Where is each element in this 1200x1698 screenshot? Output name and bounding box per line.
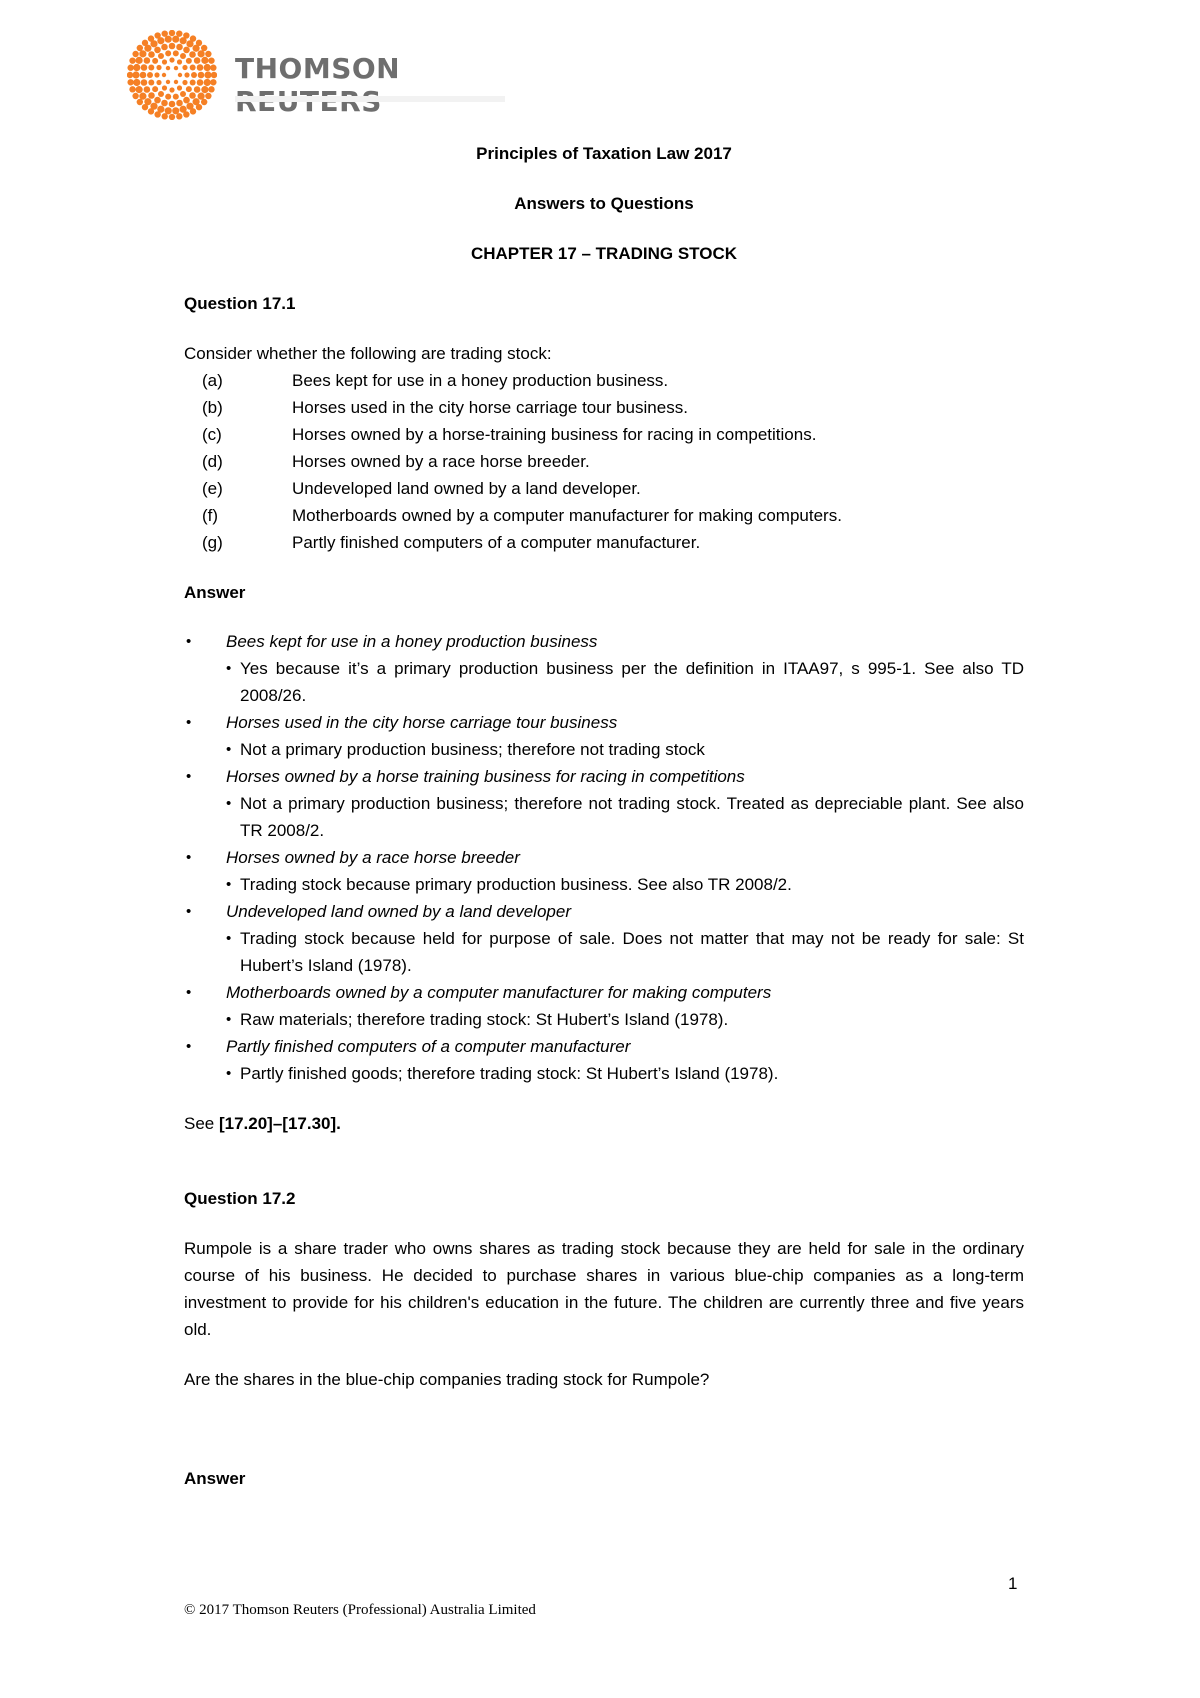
logo-dot [194, 57, 201, 64]
question-item [184, 502, 1024, 529]
answer-detail-list [184, 655, 1024, 709]
logo-dot [132, 71, 139, 78]
question-item [184, 448, 1024, 475]
question-item-text: Horses used in the city horse carriage tour business. [292, 398, 688, 417]
thomson-reuters-logo [127, 30, 507, 120]
logo-dot [140, 72, 147, 79]
logo-dot [152, 86, 158, 92]
logo-dot [129, 57, 135, 63]
answer-17-1-heading: Answer [184, 583, 246, 602]
logo-dot [154, 47, 161, 54]
question-17-2-question: Are the shares in the blue-chip companies trading stock for Rumpole? [184, 1370, 710, 1389]
logo-dot [169, 43, 176, 50]
question-item-text: Horses owned by a horse-training business for racing in competitions. [292, 425, 817, 444]
logo-dot [144, 86, 151, 93]
logo-dot [154, 32, 160, 38]
logo-dot [165, 94, 171, 100]
logo-dot [156, 80, 161, 85]
question-item-text: Horses owned by a race horse breeder. [292, 452, 590, 471]
logo-dot [169, 57, 174, 62]
logo-dot [210, 65, 216, 71]
logo-dot [176, 100, 183, 107]
question-17-2-body: Rumpole is a share trader who owns shares as trading stock because they are held for sale in the ordinary course of his business. He decided to purchase shares in various blue-chip companies as a long-term investment to provide for his children's education in the future. The children are currently three and five years old. [184, 1239, 1024, 1339]
answer-topic: • Motherboards owned by a computer manufacturer for making computers [226, 983, 772, 1002]
logo-dot [197, 79, 204, 86]
logo-dot [190, 108, 196, 114]
logo-dot [190, 80, 196, 86]
logo-dot [205, 51, 211, 57]
answer-topic: • Bees kept for use in a honey production business [226, 632, 598, 651]
answer-topic: • Undeveloped land owned by a land developer [226, 902, 571, 921]
question-17-1-intro: Consider whether the following are trading stock: [184, 344, 552, 363]
logo-dot [189, 92, 196, 99]
logo-dot [196, 40, 202, 46]
answer-item [184, 763, 1024, 844]
answer-detail-list [184, 736, 1024, 763]
logo-dot [186, 86, 192, 92]
logo-dot [166, 66, 170, 70]
logo-dot [165, 36, 172, 43]
question-item-text: Motherboards owned by a computer manufacturer for making computers. [292, 506, 842, 525]
answer-list [184, 628, 1024, 1087]
logo-dot [205, 93, 211, 99]
logo-dot [208, 86, 214, 92]
logo-dot [182, 80, 187, 85]
question-item-label: (f) [202, 506, 219, 525]
logo-dot [136, 57, 143, 64]
logo-dot [183, 32, 189, 38]
answer-detail-list [184, 925, 1024, 979]
see-ref: [17.20]–[17.30] [218, 1114, 337, 1133]
logo-dot [162, 85, 167, 90]
logo-tagline-bar [235, 96, 505, 102]
logo-dot [169, 114, 175, 120]
question-17-1-heading: Question 17.1 [184, 294, 296, 313]
answer-detail: • Raw materials; therefore trading stock: St Hubert’s Island (1978). [184, 1006, 1024, 1033]
question-item-label: (d) [202, 452, 223, 471]
logo-dot [184, 72, 189, 77]
logo-dot [162, 73, 166, 77]
logo-dot [133, 64, 140, 71]
logo-text: THOMSON [235, 52, 401, 85]
logo-dot [152, 58, 158, 64]
question-item-text: Bees kept for use in a honey production business. [292, 371, 669, 390]
logo-dot [176, 30, 182, 36]
main-content [184, 140, 1024, 1492]
answer-detail-list [184, 1060, 1024, 1087]
logo-dot [211, 72, 217, 78]
question-item-text: Partly finished computers of a computer manufacturer. [292, 533, 701, 552]
chapter-heading: CHAPTER 17 – TRADING STOCK [470, 244, 738, 263]
logo-dot [204, 64, 211, 71]
logo-dot [154, 111, 160, 117]
logo-dot [201, 99, 207, 105]
answer-detail-list [184, 790, 1024, 844]
see-reference [184, 1110, 1024, 1137]
answer-item [184, 898, 1024, 979]
dot-globe-icon [127, 30, 217, 120]
logo-dot [139, 50, 146, 57]
logo-dot [162, 113, 168, 119]
question-item [184, 475, 1024, 502]
logo-dot [162, 30, 168, 36]
logo-dot [161, 44, 168, 51]
logo-dot [180, 91, 186, 97]
logo-dot [182, 65, 187, 70]
logo-dot [154, 72, 159, 77]
logo-dot [127, 79, 133, 85]
logo-dot [178, 73, 182, 77]
answer-item [184, 844, 1024, 898]
logo-dot [148, 35, 154, 41]
logo-dot [176, 113, 182, 119]
see-suffix: . [336, 1114, 341, 1133]
logo-dot [139, 93, 146, 100]
question-item [184, 529, 1024, 556]
answer-detail: • Partly finished goods; therefore trading stock: St Hubert’s Island (1978). [184, 1060, 1024, 1087]
logo-dot [176, 44, 183, 51]
logo-dot [190, 35, 196, 41]
question-item-label: (e) [202, 479, 223, 498]
answer-topic: • Horses used in the city horse carriage tour business [226, 713, 618, 732]
logo-dot [127, 72, 133, 78]
question-items-list [184, 367, 1024, 556]
answer-item [184, 1033, 1024, 1087]
question-item [184, 421, 1024, 448]
answer-topic: • Horses owned by a horse training business for racing in competitions [226, 767, 745, 786]
logo-dot [198, 50, 205, 57]
logo-dot [161, 100, 168, 107]
logo-dot [154, 97, 161, 104]
question-item-text: Undeveloped land owned by a land developer. [292, 479, 641, 498]
logo-dot [177, 85, 182, 90]
question-item-label: (b) [202, 398, 223, 417]
logo-dot [148, 51, 155, 58]
logo-dot [148, 108, 154, 114]
logo-dot [180, 53, 186, 59]
logo-dot [156, 65, 161, 70]
logo-dot [204, 79, 211, 86]
logo-dot [208, 57, 214, 63]
answer-detail-list [184, 871, 1024, 898]
logo-dot [133, 79, 140, 86]
answer-detail: • Trading stock because held for purpose of sale. Does not matter that may not be ready for sale: St Hubert’s Island (1978). [184, 925, 1024, 979]
logo-dot [141, 64, 148, 71]
see-prefix: See [184, 1114, 219, 1133]
logo-dot [169, 101, 176, 108]
logo-dot [204, 71, 211, 78]
answer-detail: • Trading stock because primary production business. See also TR 2008/2. [184, 871, 1024, 898]
logo-dot [177, 59, 182, 64]
answer-detail: • Not a primary production business; therefore not trading stock [184, 736, 1024, 763]
question-item [184, 367, 1024, 394]
answer-item [184, 628, 1024, 709]
logo-dot [165, 107, 172, 114]
logo-dot [191, 72, 197, 78]
logo-dot [158, 91, 164, 97]
logo-dot [201, 86, 208, 93]
logo-dot [169, 87, 174, 92]
logo-dot [158, 53, 164, 59]
logo-dot [169, 30, 175, 36]
answer-detail-list [184, 1006, 1024, 1033]
answer-topic: • Horses owned by a race horse breeder [226, 848, 520, 867]
logo-dot [190, 64, 196, 70]
logo-dot [172, 36, 179, 43]
answer-item [184, 709, 1024, 763]
logo-dot [132, 93, 138, 99]
logo-dot [132, 51, 138, 57]
logo-dot [198, 93, 205, 100]
logo-dot [148, 92, 155, 99]
question-item-label: (c) [202, 425, 222, 444]
logo-dot [141, 79, 148, 86]
question-item [184, 394, 1024, 421]
logo-dot [137, 99, 143, 105]
logo-dot [166, 80, 170, 84]
logo-dot [174, 80, 178, 84]
logo-dot [137, 45, 143, 51]
answer-topic: • Partly finished computers of a computer manufacturer [226, 1037, 631, 1056]
logo-dot [210, 79, 216, 85]
logo-dot [147, 72, 153, 78]
logo-dot [201, 45, 207, 51]
copyright-notice: © 2017 Thomson Reuters (Professional) Australia Limited [184, 1602, 536, 1618]
logo-dot [173, 94, 179, 100]
logo-dot [189, 51, 196, 58]
question-17-2-heading: Question 17.2 [184, 1189, 296, 1208]
logo-dot [148, 64, 154, 70]
logo-dot [148, 80, 154, 86]
page-number: 1 [1008, 1574, 1018, 1593]
logo-dot [197, 64, 204, 71]
question-item-label: (a) [202, 371, 223, 390]
logo-dot [186, 58, 192, 64]
logo-dot [183, 111, 189, 117]
answer-detail: • Not a primary production business; therefore not trading stock. Treated as depreciable plant. See also TR 2008/2. [184, 790, 1024, 844]
logo-dot [142, 104, 148, 110]
document-title: Principles of Taxation Law 2017 [476, 144, 732, 163]
logo-dot [174, 66, 178, 70]
question-item-label: (g) [202, 533, 223, 552]
logo-dot [201, 57, 208, 64]
logo-dot [183, 47, 190, 54]
logo-dot [136, 86, 143, 93]
answer-item [184, 979, 1024, 1033]
logo-dot [129, 86, 135, 92]
logo-dot [173, 50, 179, 56]
logo-dot [162, 59, 167, 64]
answer-17-2-heading: Answer [184, 1469, 246, 1488]
logo-dot [183, 97, 190, 104]
logo-dot [144, 57, 151, 64]
logo-dot [127, 65, 133, 71]
logo-dot [196, 104, 202, 110]
answer-detail: • Yes because it’s a primary production business per the definition in ITAA97, s 995-1. See also TD 2008/26. [184, 655, 1024, 709]
logo-dot [172, 107, 179, 114]
logo-dot [194, 86, 201, 93]
logo-dot [165, 50, 171, 56]
document-subtitle: Answers to Questions [514, 194, 694, 213]
logo-dot [142, 40, 148, 46]
logo-dot [198, 72, 205, 79]
